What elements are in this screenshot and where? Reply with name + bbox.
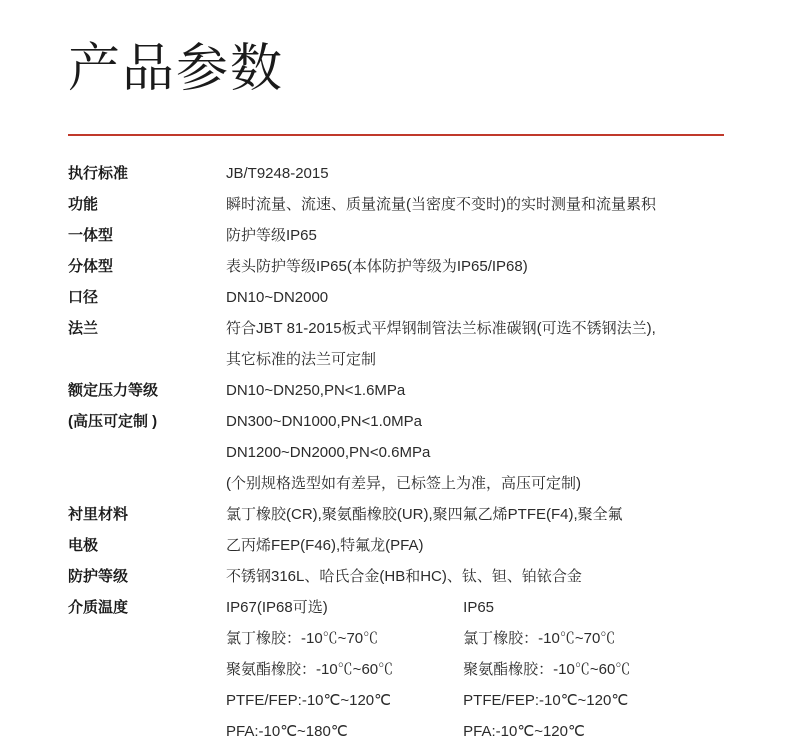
spec-value-line: (个别规格选型如有差异，已标签上为准，高压可定制) (226, 475, 581, 492)
temperature-pair (226, 716, 768, 747)
spec-value (226, 220, 768, 251)
spec-value-line: JB/T9248-2015 (226, 165, 329, 182)
spec-table (68, 158, 768, 747)
temperature-left: PTFE/FEP:-10℃~120℃ (226, 692, 391, 709)
spec-label: 额定压力等级 (68, 382, 159, 399)
temperature-left: IP67(IP68可选) (226, 599, 328, 616)
spec-value (226, 375, 768, 406)
table-row (68, 251, 768, 282)
spec-value (226, 189, 768, 220)
table-row (68, 499, 768, 530)
temperature-left: PFA:-10℃~180℃ (226, 723, 348, 740)
temperature-right: PFA:-10℃~120℃ (463, 723, 585, 740)
temperature-left: 聚氨酯橡胶：-10℃~60℃ (226, 661, 394, 678)
spec-label: 衬里材料 (68, 506, 129, 523)
spec-value (226, 406, 768, 499)
temperature-pair (226, 592, 768, 623)
spec-value-line: 表头防护等级IP65(本体防护等级为IP65/IP68) (226, 258, 528, 275)
temperature-left: 氯丁橡胶：-10℃~70℃ (226, 630, 379, 647)
spec-value (226, 251, 768, 282)
spec-label: 介质温度 (68, 599, 129, 616)
spec-value-line: DN10~DN2000 (226, 289, 329, 306)
table-row (68, 406, 768, 499)
table-row (68, 530, 768, 561)
table-row (68, 313, 768, 375)
temperature-right: 聚氨酯橡胶：-10℃~60℃ (463, 661, 631, 678)
temperature-right: IP65 (463, 599, 495, 616)
temperature-pair (226, 685, 768, 716)
spec-label: 执行标准 (68, 165, 129, 182)
spec-value-line: 乙丙烯FEP(F46),特氟龙(PFA) (226, 537, 424, 554)
spec-value (226, 561, 768, 592)
table-row (68, 561, 768, 592)
spec-value-line: 符合JBT 81-2015板式平焊钢制管法兰标准碳钢(可选不锈钢法兰), (226, 320, 656, 337)
table-row (68, 189, 768, 220)
spec-value (226, 592, 768, 747)
spec-value-line: DN10~DN250,PN<1.6MPa (226, 382, 406, 399)
temperature-pair (226, 654, 768, 685)
spec-value (226, 499, 768, 530)
spec-value (226, 158, 768, 189)
table-row (68, 375, 768, 406)
spec-value-line: 防护等级IP65 (226, 227, 317, 244)
spec-label: (高压可定制 ) (68, 413, 158, 430)
spec-value-line: DN1200~DN2000,PN<0.6MPa (226, 444, 431, 461)
table-row (68, 282, 768, 313)
temperature-right: PTFE/FEP:-10℃~120℃ (463, 692, 629, 709)
page-title: 产品参数 (68, 40, 285, 98)
spec-label: 功能 (68, 196, 99, 213)
table-row-medium-temperature (68, 592, 768, 747)
spec-label: 电极 (68, 537, 99, 554)
spec-value-line: 氯丁橡胶(CR),聚氨酯橡胶(UR),聚四氟乙烯PTFE(F4),聚全氟 (226, 506, 623, 523)
spec-value (226, 282, 768, 313)
spec-value-line: DN300~DN1000,PN<1.0MPa (226, 413, 422, 430)
spec-label: 口径 (68, 289, 99, 306)
spec-label: 防护等级 (68, 568, 129, 585)
spec-value-line: 其它标准的法兰可定制 (226, 351, 377, 368)
temperature-pair (226, 623, 768, 654)
title-divider (68, 134, 724, 136)
spec-label: 法兰 (68, 320, 99, 337)
table-row (68, 158, 768, 189)
spec-value (226, 313, 768, 375)
spec-value-line: 瞬时流量、流速、质量流量(当密度不变时)的实时测量和流量累积 (226, 196, 656, 213)
spec-table-body (68, 158, 768, 747)
table-row (68, 220, 768, 251)
temperature-right: 氯丁橡胶：-10℃~70℃ (463, 630, 616, 647)
spec-label: 一体型 (68, 227, 114, 244)
spec-label: 分体型 (68, 258, 114, 275)
spec-value (226, 530, 768, 561)
spec-value-line: 不锈钢316L、哈氏合金(HB和HC)、钛、钽、铂铱合金 (226, 568, 582, 585)
